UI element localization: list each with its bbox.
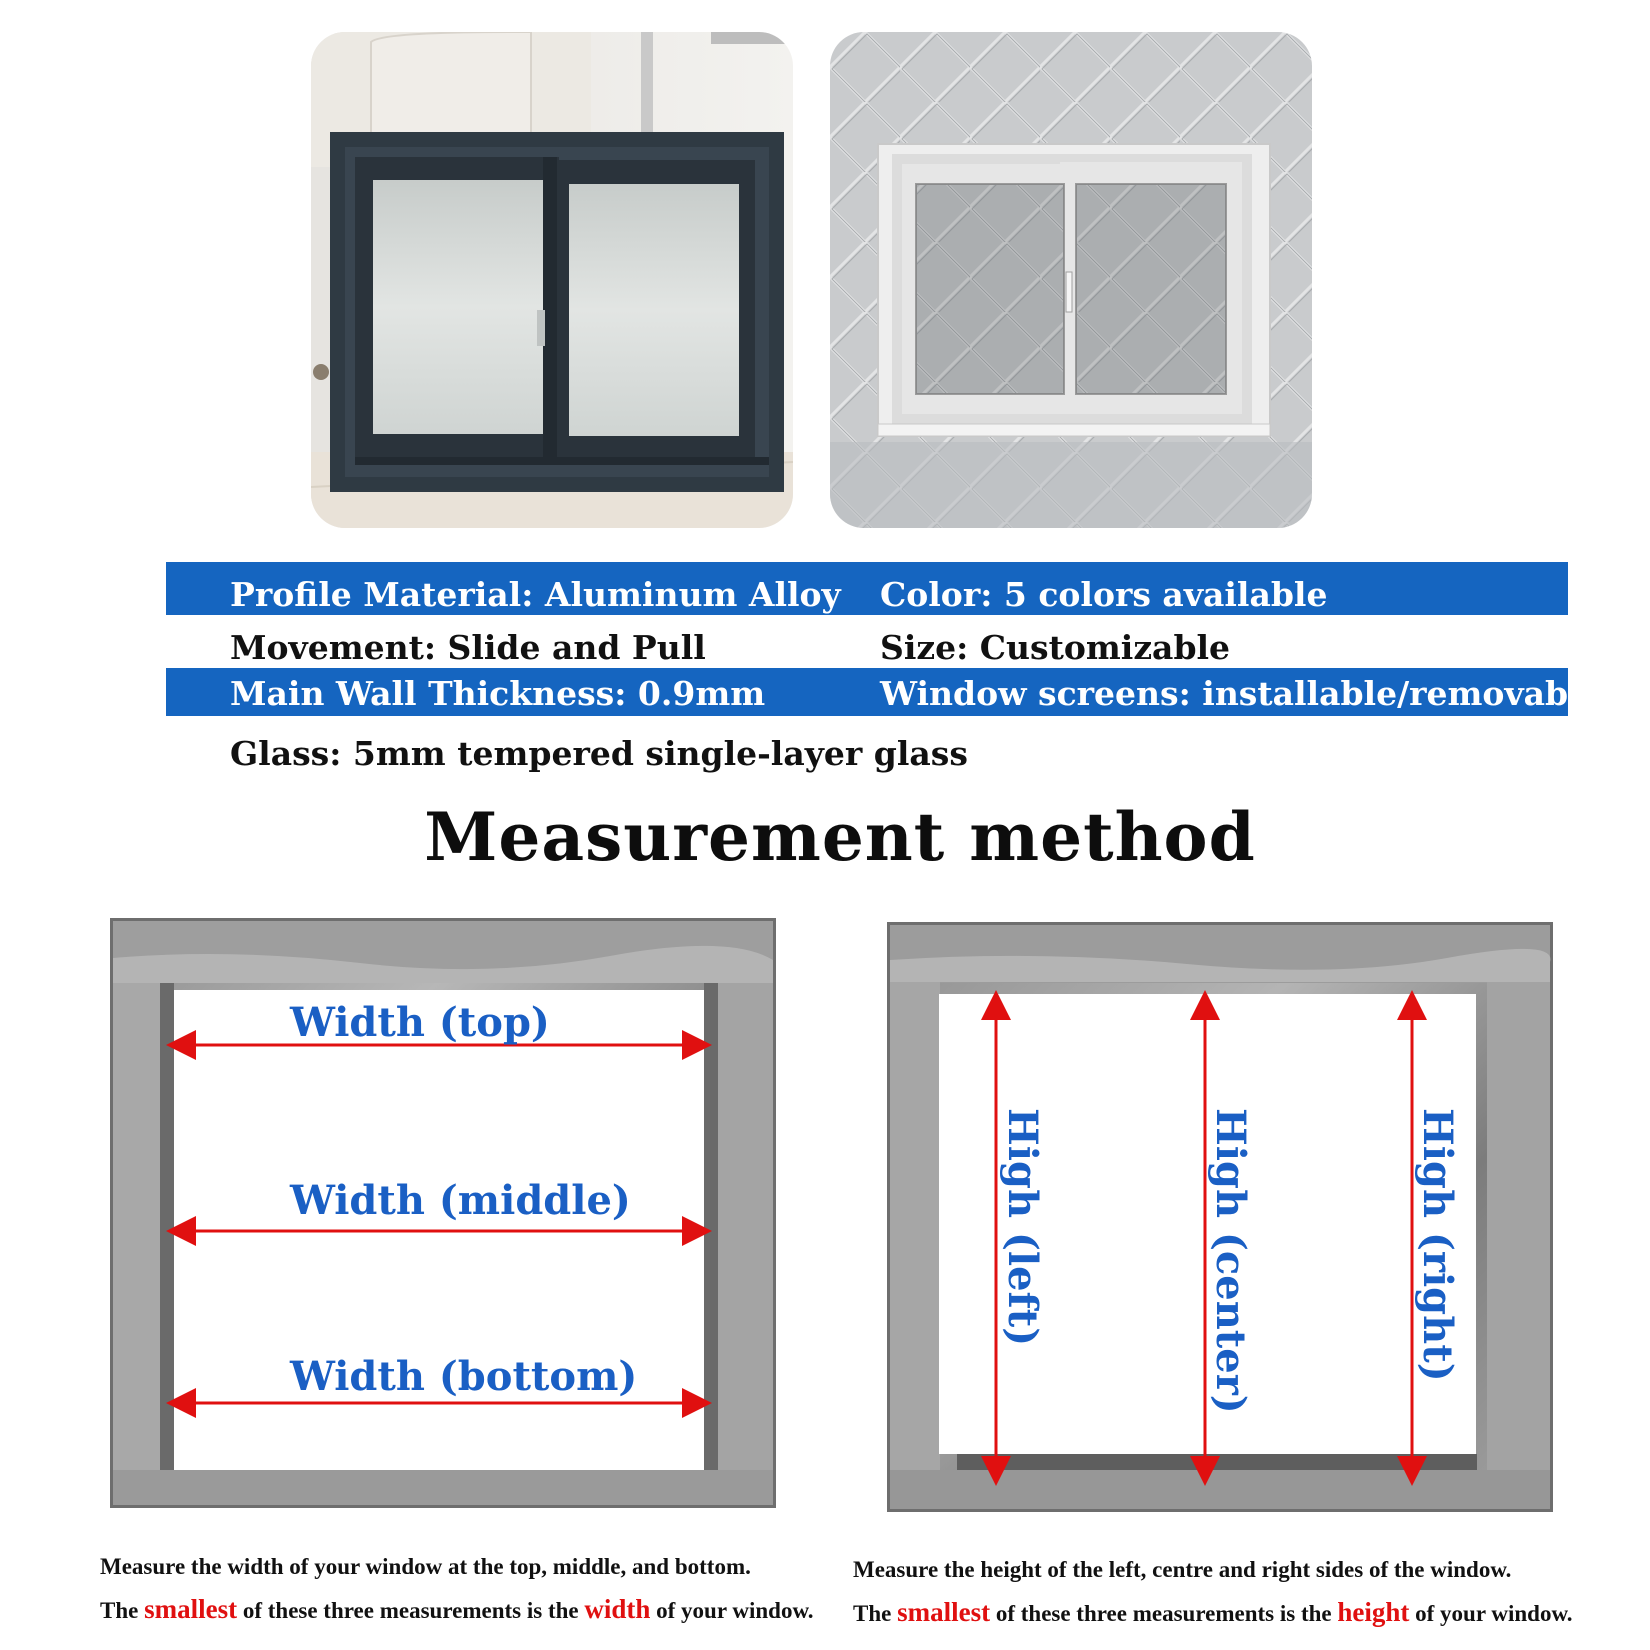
height-center-label: High (center): [1207, 1108, 1254, 1414]
product-photo-white-window: [830, 32, 1312, 528]
spec-glass: Glass: 5mm tempered single-layer glass: [230, 734, 968, 773]
width-bottom-label: Width (bottom): [290, 1353, 638, 1400]
height-caption-line2: [853, 1597, 1573, 1628]
product-photo-dark-window: [311, 32, 793, 528]
height-right-label: High (right): [1414, 1108, 1461, 1382]
spec-row: [166, 615, 1568, 675]
caption-text: The: [100, 1598, 145, 1623]
caption-highlight: smallest: [144, 1594, 238, 1624]
caption-text: of your window.: [1409, 1601, 1573, 1626]
width-caption-line2: [100, 1594, 814, 1625]
spec-row: [166, 721, 1568, 781]
spec-color: Color: 5 colors available: [880, 575, 1328, 614]
height-caption-line1: Measure the height of the left, centre and right sides of the window.: [853, 1557, 1512, 1582]
spec-movement: Movement: Slide and Pull: [230, 628, 706, 667]
spec-row: [166, 562, 1568, 622]
spec-row: [166, 668, 1602, 716]
width-top-label: Width (top): [290, 999, 550, 1046]
height-measurement-diagram: [887, 922, 1553, 1512]
section-title: Measurement method: [424, 798, 1256, 876]
caption-highlight: height: [1337, 1597, 1410, 1627]
width-measurement-diagram: [110, 918, 776, 1508]
spec-wall-thickness: Main Wall Thickness: 0.9mm: [230, 674, 766, 713]
spec-profile-material: Profile Material: Aluminum Alloy: [230, 575, 841, 614]
height-left-label: High (left): [999, 1108, 1046, 1347]
width-middle-label: Width (middle): [290, 1177, 631, 1224]
spec-size: Size: Customizable: [880, 628, 1231, 667]
caption-highlight: width: [584, 1594, 651, 1624]
width-caption-line1: Measure the width of your window at the top, middle, and bottom.: [100, 1554, 751, 1579]
caption-highlight: smallest: [897, 1597, 991, 1627]
caption-text: of these three measurements is the: [990, 1601, 1338, 1626]
spec-window-screens: Window screens: installable/removable: [880, 674, 1602, 713]
caption-text: of your window.: [650, 1598, 814, 1623]
caption-text: of these three measurements is the: [237, 1598, 585, 1623]
caption-text: The: [853, 1601, 898, 1626]
